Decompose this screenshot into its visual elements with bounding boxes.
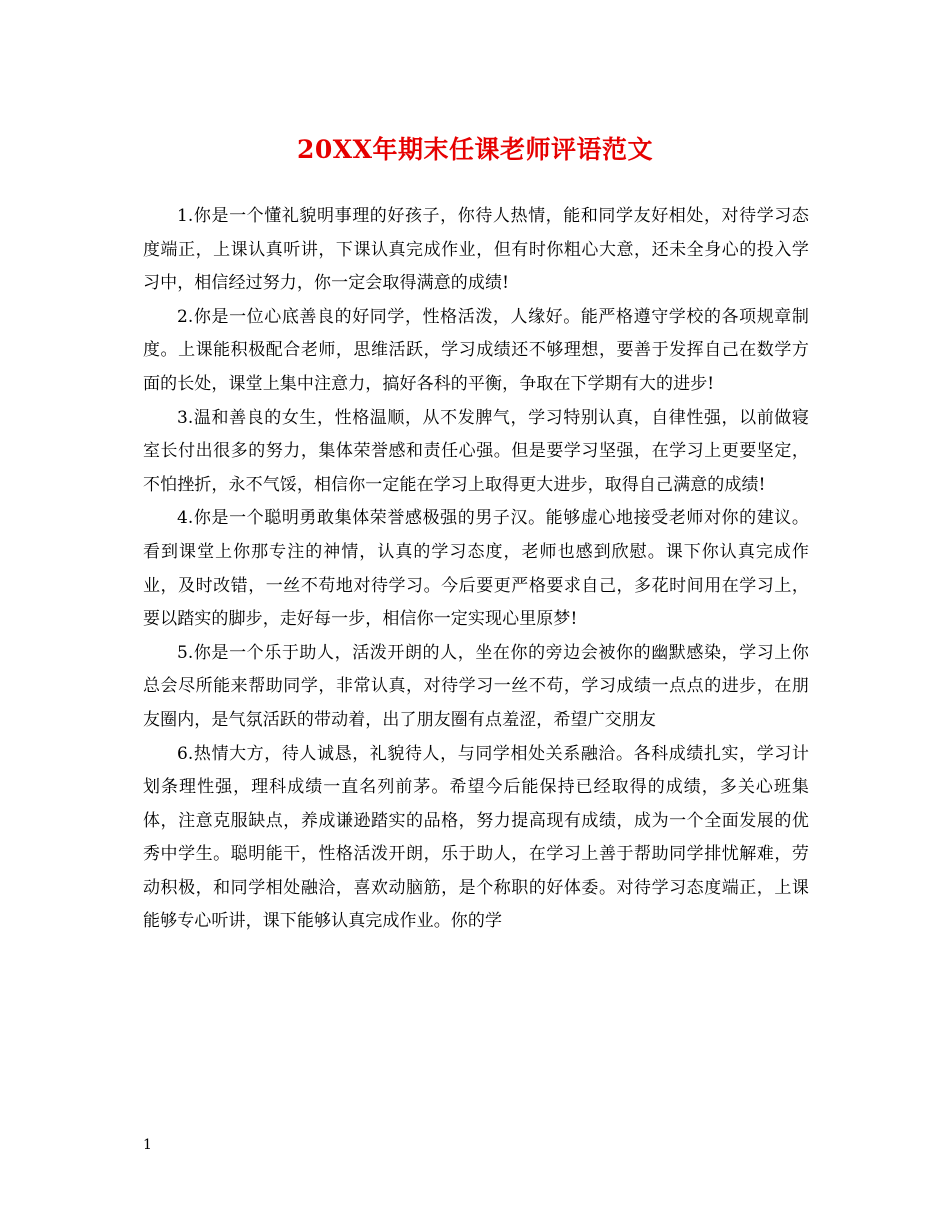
comment-paragraph-5: 5.你是一个乐于助人，活泼开朗的人，坐在你的旁边会被你的幽默感染，学习上你总会尽所能来帮助同学，非常认真，对待学习一丝不苟，学习成绩一点点的进步，在朋友圈内，是气氛活跃的带动着，出了朋友圈有点羞涩，希望广交朋友 <box>143 642 809 730</box>
comment-paragraph-4: 4.你是一个聪明勇敢集体荣誉感极强的男子汉。能够虚心地接受老师对你的建议。看到课堂上你那专注的神情，认真的学习态度，老师也感到欣慰。课下你认真完成作业，及时改错，一丝不苟地对待学习。今后要更严格要求自己，多花时间用在学习上，要以踏实的脚步，走好每一步，相信你一定实现心里原梦! <box>143 508 809 630</box>
page-number: 1 <box>143 1137 152 1153</box>
document-body <box>143 200 809 939</box>
comment-paragraph-2: 2.你是一位心底善良的好同学，性格活泼，人缘好。能严格遵守学校的各项规章制度。上课能积极配合老师，思维活跃，学习成绩还不够理想，要善于发挥自己在数学方面的长处，课堂上集中注意力，搞好各科的平衡，争取在下学期有大的进步! <box>143 306 809 394</box>
comment-paragraph-3: 3.温和善良的女生，性格温顺，从不发脾气，学习特别认真，自律性强，以前做寝室长付出很多的努力，集体荣誉感和责任心强。但是要学习坚强，在学习上更要坚定，不怕挫折，永不气馁，相信你一定能在学习上取得更大进步，取得自己满意的成绩! <box>143 407 809 495</box>
document-title: 20XX年期末任课老师评语范文 <box>296 135 654 164</box>
comment-paragraph-6: 6.热情大方，待人诚恳，礼貌待人，与同学相处关系融洽。各科成绩扎实，学习计划条理性强，理科成绩一直名列前茅。希望今后能保持已经取得的成绩，多关心班集体，注意克服缺点，养成谦逊踏实的品格，努力提高现有成绩，成为一个全面发展的优秀中学生。聪明能干，性格活泼开朗，乐于助人，在学习上善于帮助同学排忧解难，劳动积极，和同学相处融洽，喜欢动脑筋，是个称职的好体委。对待学习态度端正，上课能够专心听讲，课下能够认真完成作业。你的学 <box>143 743 809 932</box>
comment-paragraph-1: 1.你是一个懂礼貌明事理的好孩子，你待人热情，能和同学友好相处，对待学习态度端正，上课认真听讲，下课认真完成作业，但有时你粗心大意，还未全身心的投入学习中，相信经过努力，你一定会取得满意的成绩! <box>143 206 809 294</box>
